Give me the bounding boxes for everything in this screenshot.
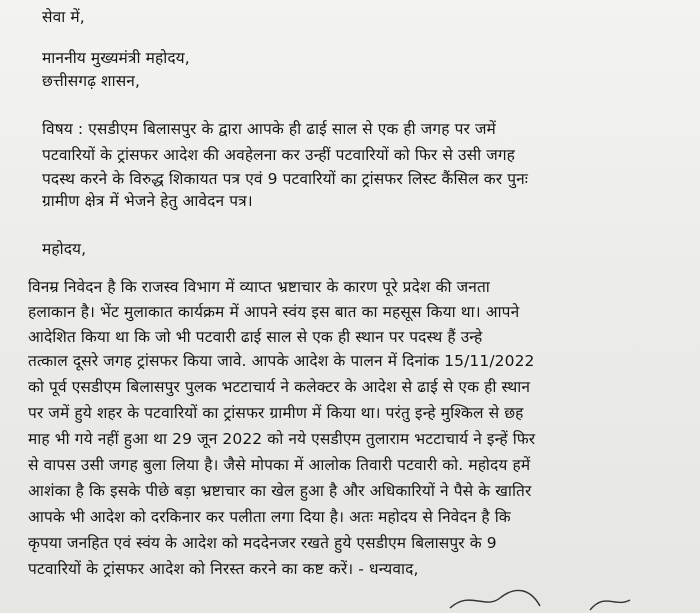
body-line: तत्काल दूसरे जगह ट्रांसफर किया जावे. आपके आदेश के पालन में दिनांक 15/11/2022: [28, 352, 535, 370]
subject-line: पटवारियों के ट्रांसफर आदेश की अवहेलना कर उन्हीं पटवारियों को फिर से उसी जगह: [42, 146, 515, 164]
recipient-line: माननीय मुख्यमंत्री महोदय,: [42, 49, 190, 67]
body-line: हलाकान है। भेंट मुलाकात कार्यक्रम में आपने स्वंय इस बात का महसूस किया था। आपने: [28, 303, 520, 321]
body-line: माह भी गये नहीं हुआ था 29 जून 2022 को नये एसडीएम तुलाराम भटटाचार्य ने इन्हें फिर: [28, 430, 536, 448]
address-greeting: महोदय,: [42, 240, 87, 258]
body-line: आपके भी आदेश को दरकिनार कर पलीता लगा दिया है। अतः महोदय से निवेदन है कि: [28, 508, 511, 526]
body-line: विनम्र निवेदन है कि राजस्व विभाग में व्याप्त भ्रष्टाचार के कारण पूरे प्रदेश की जनता: [28, 278, 490, 296]
subject-line: पदस्थ करने के विरुद्ध शिकायत पत्र एवं 9 पटवारियों का ट्रांसफर लिस्ट कैंसिल कर पुनः: [42, 170, 528, 188]
subject-line: ग्रामीण क्षेत्र में भेजने हेतु आवेदन पत्र।: [42, 192, 253, 210]
body-line: आशंका है कि इसके पीछे बड़ा भ्रष्टाचार का खेल हुआ है और अधिकारियों ने पैसे के खातिर: [28, 482, 532, 500]
body-line: आदेशित किया था कि जो भी पटवारी ढाई साल से एक ही स्थान पर पदस्थ हैं उन्हे: [28, 328, 483, 346]
body-line: से वापस उसी जगह बुला लिया है। जैसे मोपका में आलोक तिवारी पटवारी को. महोदय हमें: [28, 456, 531, 474]
salutation: सेवा में,: [42, 8, 85, 26]
body-line: पटवारियों के ट्रांसफर आदेश को निरस्त करने का कष्ट करें। - धन्यवाद,: [28, 560, 419, 578]
body-line: को पूर्व एसडीएम बिलासपुर पुलक भटटाचार्य ने कलेक्टर के आदेश से ढाई से एक ही स्थान: [28, 378, 531, 396]
body-line: पर जमें हुये शहर के पटवारियों का ट्रांसफर ग्रामीण में किया था। परंतु इन्हे मुश्किल से छह: [28, 404, 524, 422]
subject-line: विषय : एसडीएम बिलासपुर के द्वारा आपके ही ढाई साल से एक ही जगह पर जमें: [42, 120, 496, 138]
recipient-line: छत्तीसगढ़ शासन,: [42, 72, 141, 90]
signature-scribble: [440, 580, 700, 613]
body-line: कृपया जनहित एवं स्वंय के आदेश को मददेनजर रखते हुये एसडीएम बिलासपुर के 9: [28, 534, 497, 552]
